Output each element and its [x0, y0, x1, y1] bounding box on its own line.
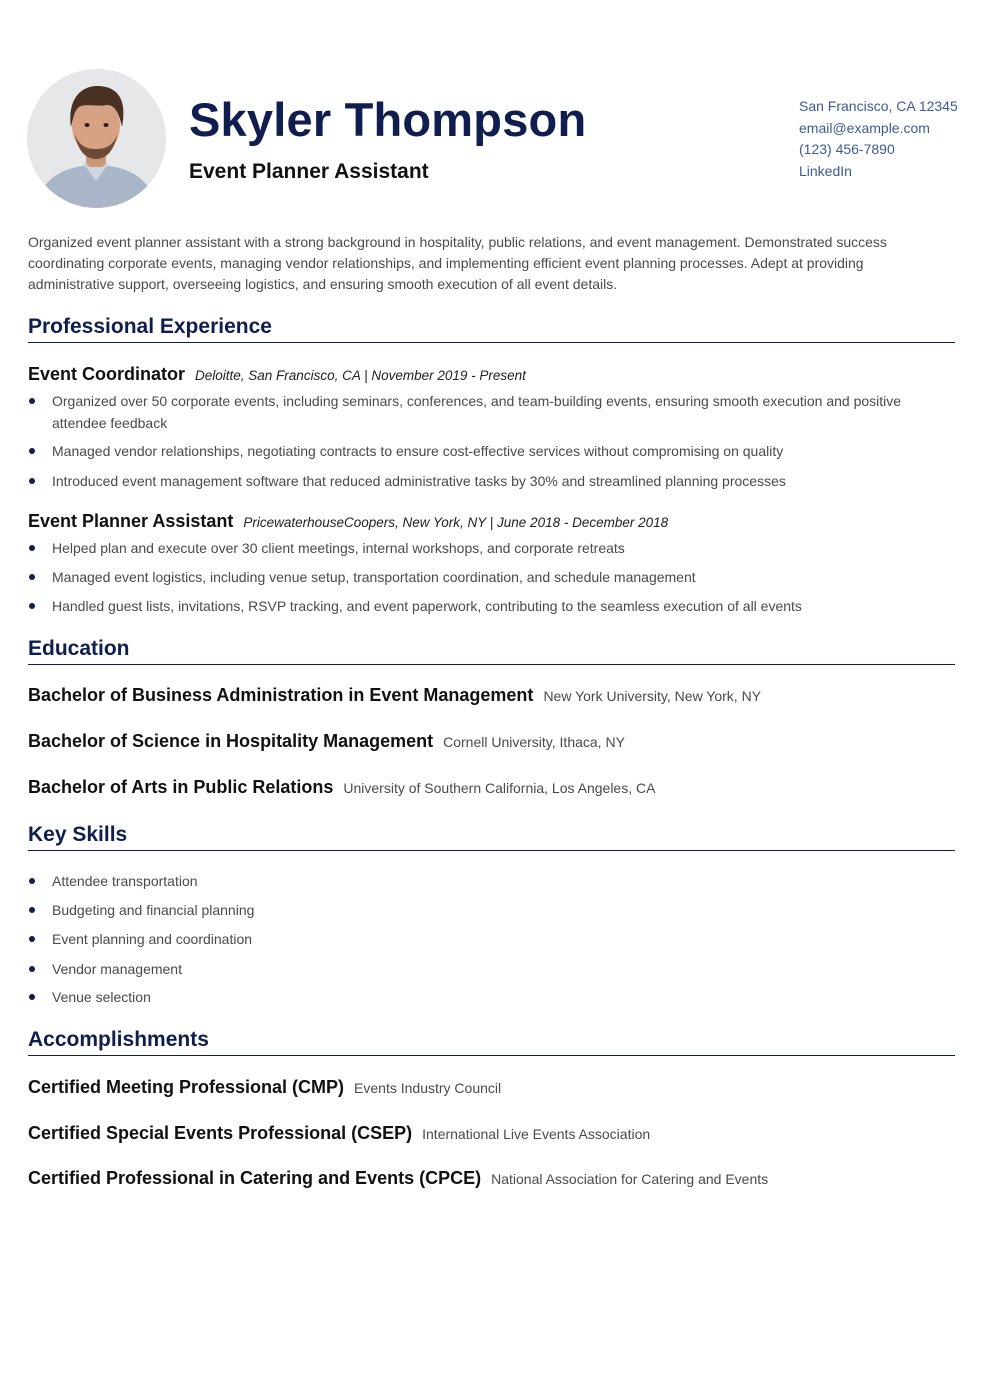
section-divider: [28, 850, 955, 851]
school-name: New York University, New York, NY: [543, 688, 762, 704]
job-role: Event Planner Assistant: [28, 511, 234, 531]
certification-issuer: Events Industry Council: [354, 1080, 502, 1096]
skill-text: Budgeting and financial planning: [52, 902, 255, 918]
bullet-icon: [29, 398, 35, 404]
education-item: [28, 731, 625, 752]
bullet-icon: [29, 448, 35, 454]
skill-text: Vendor management: [52, 961, 182, 977]
education-heading: Education: [28, 637, 130, 660]
contact-phone[interactable]: (123) 456-7890: [799, 141, 895, 157]
contact-block: [799, 96, 979, 182]
contact-location: San Francisco, CA 12345: [799, 98, 958, 114]
skill-text: Attendee transportation: [52, 873, 198, 889]
skill-text: Event planning and coordination: [52, 931, 253, 947]
bullet-text: Introduced event management software that reduced administrative tasks by 30% and streamlined planning processes: [52, 473, 786, 489]
section-divider: [28, 342, 955, 343]
job-role: Event Coordinator: [28, 364, 186, 384]
bullet-icon: [29, 936, 35, 942]
experience-heading: Professional Experience: [28, 315, 272, 338]
job-meta: PricewaterhouseCoopers, New York, NY | June 2018 - December 2018: [243, 515, 669, 530]
certification-issuer: International Live Events Association: [422, 1126, 651, 1142]
candidate-name: Skyler Thompson: [189, 93, 587, 146]
list-item: [28, 595, 953, 617]
avatar: [27, 69, 166, 208]
job-header: [28, 364, 526, 385]
skills-heading: Key Skills: [28, 823, 128, 846]
list-item: [28, 390, 953, 434]
list-item: [28, 537, 953, 559]
school-name: Cornell University, Ithaca, NY: [443, 734, 625, 750]
accomplishment-item: [28, 1168, 768, 1189]
bullet-text: Helped plan and execute over 30 client meetings, internal workshops, and corporate retreats: [52, 540, 625, 556]
list-item: [28, 470, 953, 492]
bullet-icon: [29, 994, 35, 1000]
accomplishments-heading: Accomplishments: [28, 1028, 209, 1051]
list-item: [28, 899, 953, 921]
school-name: University of Southern California, Los Angeles, CA: [343, 780, 656, 796]
bullet-icon: [29, 878, 35, 884]
degree-name: Bachelor of Business Administration in Event Management: [28, 685, 534, 705]
list-item: [28, 928, 953, 950]
bullet-icon: [29, 966, 35, 972]
list-item: [28, 958, 953, 980]
certification-issuer: National Association for Catering and Events: [491, 1171, 769, 1187]
list-item: [28, 870, 953, 892]
bullet-text: Managed vendor relationships, negotiating contracts to ensure cost-effective services without compromising on quality: [52, 443, 784, 459]
list-item: [28, 440, 953, 462]
bullet-icon: [29, 574, 35, 580]
accomplishment-item: [28, 1123, 650, 1144]
candidate-title: Event Planner Assistant: [189, 160, 429, 183]
certification-name: Certified Special Events Professional (CSEP): [28, 1123, 413, 1143]
degree-name: Bachelor of Science in Hospitality Management: [28, 731, 434, 751]
summary-paragraph: Organized event planner assistant with a strong background in hospitality, public relations, and event management. Demonstrated success coordinating corporate events, managing vendor relationships, and implementing efficient event planning processes. Adept at providing administrative support, overseeing logistics, and ensuring smooth execution of all event details.: [28, 234, 887, 292]
list-item: [28, 986, 953, 1008]
bullet-icon: [29, 478, 35, 484]
education-item: [28, 685, 761, 706]
section-divider: [28, 664, 955, 665]
job-header: [28, 511, 668, 532]
bullet-icon: [29, 603, 35, 609]
bullet-text: Organized over 50 corporate events, including seminars, conferences, and team-building events, ensuring smooth execution and positive attendee feedback: [52, 393, 902, 431]
bullet-icon: [29, 907, 35, 913]
bullet-text: Handled guest lists, invitations, RSVP tracking, and event paperwork, contributing to the seamless execution of all events: [52, 598, 802, 614]
list-item: [28, 566, 953, 588]
degree-name: Bachelor of Arts in Public Relations: [28, 777, 334, 797]
contact-linkedin[interactable]: LinkedIn: [799, 162, 852, 179]
contact-email[interactable]: email@example.com: [799, 119, 930, 136]
bullet-icon: [29, 545, 35, 551]
certification-name: Certified Meeting Professional (CMP): [28, 1077, 345, 1097]
section-divider: [28, 1055, 955, 1056]
job-meta: Deloitte, San Francisco, CA | November 2019 - Present: [195, 368, 526, 383]
accomplishment-item: [28, 1077, 501, 1098]
skill-text: Venue selection: [52, 989, 151, 1005]
profile-photo: [27, 69, 166, 208]
education-item: [28, 777, 655, 798]
certification-name: Certified Professional in Catering and Events (CPCE): [28, 1168, 482, 1188]
bullet-text: Managed event logistics, including venue setup, transportation coordination, and schedule management: [52, 569, 696, 585]
